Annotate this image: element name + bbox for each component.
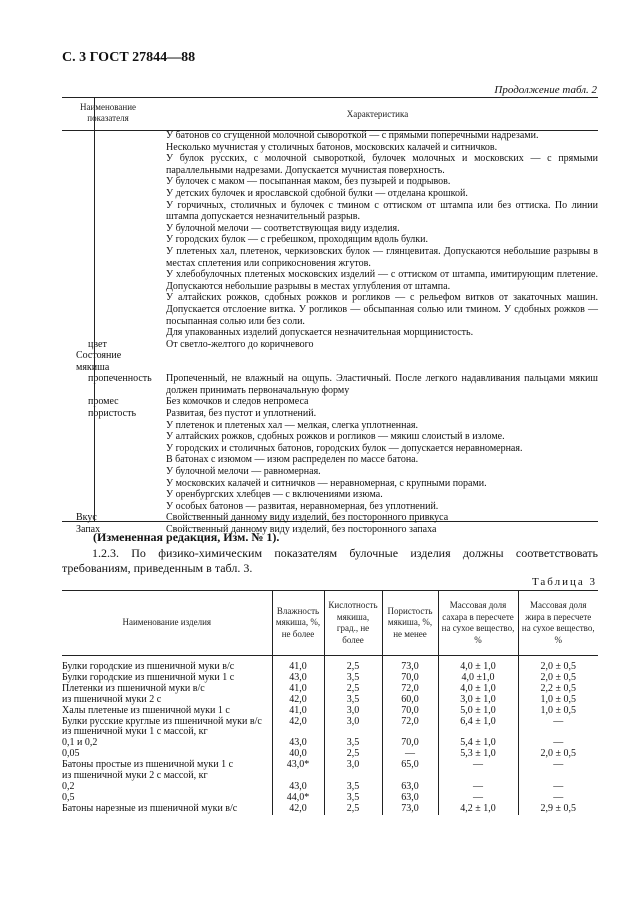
table-row [62, 153, 598, 176]
acidity-cell: 2,5 [324, 684, 382, 695]
characteristic-text: У булок русских, с молочной сывороткой, булочек молочных и московских — с прямыми параллельными надрезами. Допускается мучнистая поверхность. [166, 153, 598, 176]
table-2-col1-header: Наименование показателя [79, 102, 137, 123]
table-row [62, 695, 598, 706]
sugar-cell: 4,0 ±1,0 [438, 673, 518, 684]
product-name-cell: Халы плетеные из пшеничной муки 1 с [62, 704, 230, 716]
table-3-header-acidity: Кислотность мякиша, град., не более [324, 591, 382, 656]
table-2-header [62, 97, 598, 131]
sugar-cell: 4,2 ± 1,0 [438, 804, 518, 815]
table-row [62, 804, 598, 815]
table-row [62, 223, 598, 235]
sugar-cell: 4,0 ± 1,0 [438, 684, 518, 695]
characteristic-text: Несколько мучнистая у столичных батонов, московских калачей и ситничков. [166, 141, 498, 153]
table-row [62, 706, 598, 717]
moisture-cell: 42,0 [272, 717, 324, 728]
acidity-cell: 3,0 [324, 717, 382, 728]
fat-cell: — [518, 782, 598, 793]
indicator-label: пористость [88, 408, 136, 420]
indicator-label: пропеченность [88, 373, 152, 385]
characteristic-text: Пропеченный, не влажный на ощупь. Эластичный. После легкого надавливания пальцами мякиш должен принимать первоначальную форму [166, 373, 598, 396]
characteristic-text: У хлебобулочных плетеных московских изделий — с оттиском от штампа, имитирующим плетение. Допускаются небольшие разрывы в местах углубления от штампа. [166, 269, 598, 292]
table-row [62, 431, 598, 443]
table-3-body [62, 656, 598, 815]
table-row [62, 454, 598, 466]
characteristic-text: У оренбургских хлебцев — с включениями изюма. [166, 489, 383, 501]
sugar-cell: — [438, 782, 518, 793]
product-name-cell: Булки городские из пшеничной муки 1 с [62, 671, 235, 683]
clause-text: 1.2.3. По физико-химическим показателям булочные изделия должны соответствовать требованиям, приведенным в табл. 3. [62, 546, 598, 575]
acidity-cell: 3,5 [324, 673, 382, 684]
table-row [62, 501, 598, 513]
table-3-header-porosity: Пористость мякиша, %, не менее [382, 591, 438, 656]
table-row [62, 246, 598, 269]
table-2 [62, 97, 598, 535]
indicator-label: Вкус [76, 512, 97, 524]
sugar-cell: 5,3 ± 1,0 [438, 749, 518, 760]
product-name-cell: из пшеничной муки 2 с массой, кг [62, 770, 208, 782]
sugar-cell: — [438, 760, 518, 771]
table-row [62, 327, 598, 339]
acidity-cell: 2,5 [324, 749, 382, 760]
porosity-cell: 65,0 [382, 760, 438, 771]
moisture-cell: 43,0 [272, 673, 324, 684]
acidity-cell: 3,5 [324, 793, 382, 804]
table-row [62, 350, 598, 373]
page-reference: С. 3 ГОСТ 27844—88 [62, 50, 196, 65]
acidity-cell: 3,5 [324, 782, 382, 793]
characteristic-text: Свойственный данному виду изделий, без посторонного привкуса [166, 512, 449, 524]
porosity-cell: 70,0 [382, 673, 438, 684]
characteristic-text: Без комочков и следов непромеса [166, 396, 309, 408]
table-row [62, 420, 598, 432]
table-row [62, 188, 598, 200]
product-name-cell: 0,1 и 0,2 [62, 737, 98, 749]
table-3-header-row [62, 591, 598, 656]
table-row [62, 478, 598, 490]
indicator-label: промес [88, 396, 119, 408]
table-3-header-name: Наименование изделия [62, 591, 272, 656]
characteristic-text: У алтайских рожков, сдобных рожков и рогликов — мякиш слоистый в изломе. [166, 431, 505, 443]
characteristic-text: В батонах с изюмом — изюм распределен по массе батона. [166, 454, 419, 466]
fat-cell: — [518, 793, 598, 804]
acidity-cell: 3,0 [324, 706, 382, 717]
table-continuation-label: Продолжение табл. 2 [494, 84, 597, 96]
moisture-cell: 40,0 [272, 749, 324, 760]
fat-cell: — [518, 760, 598, 771]
moisture-cell: 42,0 [272, 695, 324, 706]
characteristic-text: У детских булочек и ярославской сдобной булки — отделана крошкой. [166, 187, 468, 199]
fat-cell: 2,0 ± 0,5 [518, 656, 598, 673]
table-row [62, 130, 598, 142]
characteristic-text: У плетенок и плетеных хал — мелкая, слегка уплотненная. [166, 419, 419, 431]
characteristic-text: У алтайских рожков, сдобных рожков и рогликов — с рельефом витков от закаточных машин. Допускается отслоение витка. У рогликов — обсыпанная солью или тмином. У сдобных рожков — посыпанная солью или без соли. [166, 292, 598, 327]
characteristic-text: Развитая, без пустот и уплотнений. [166, 408, 317, 420]
moisture-cell: 43,0 [272, 782, 324, 793]
table-row [62, 782, 598, 793]
characteristic-text: У батонов со сгущенной молочной сывороткой — с прямыми поперечными надрезами. [166, 130, 539, 141]
table-row [62, 234, 598, 246]
characteristic-text: У булочной мелочи — соответствующая виду изделия. [166, 222, 400, 234]
sugar-cell: 5,0 ± 1,0 [438, 706, 518, 717]
characteristic-text: У булочек с маком — посыпанная маком, без пузырей и подрывов. [166, 176, 451, 188]
table-2-body [62, 130, 598, 536]
porosity-cell: 63,0 [382, 793, 438, 804]
characteristic-text: У горчичных, столичных и булочек с тмином с оттиском от штампа или без оттиска. По линии штампа допускается незначительный разрыв. [166, 199, 598, 223]
acidity-cell: 3,5 [324, 695, 382, 706]
table-row [62, 512, 598, 524]
table-row [62, 771, 598, 782]
fat-cell: — [518, 738, 598, 749]
moisture-cell: 43,0* [272, 760, 324, 771]
porosity-cell: 70,0 [382, 738, 438, 749]
table-row [62, 466, 598, 478]
table-row [62, 443, 598, 455]
indicator-label: Состояние мякиша [76, 350, 122, 373]
table-row [62, 396, 598, 408]
porosity-cell: 73,0 [382, 656, 438, 673]
moisture-cell: 44,0* [272, 793, 324, 804]
table-row [62, 373, 598, 396]
sugar-cell: 3,0 ± 1,0 [438, 695, 518, 706]
table-row [62, 269, 598, 292]
moisture-cell: 42,0 [272, 804, 324, 815]
table-3 [62, 590, 598, 815]
indicator-label: цвет [88, 338, 107, 350]
table-row [62, 292, 598, 327]
table-row [62, 738, 598, 749]
table-row [62, 200, 598, 223]
acidity-cell: 3,0 [324, 760, 382, 771]
table-3-header-sugar: Массовая доля сахара в пересчете на сухое вещество, % [438, 591, 518, 656]
table-3-label: Таблица 3 [531, 576, 597, 588]
characteristic-text: У плетеных хал, плетенок, черкизовских булок — глянцевитая. Допускаются небольшие разрывы в местах сплетения или соприкосновения жгутов. [166, 245, 598, 269]
table-row [62, 489, 598, 501]
moisture-cell: 43,0 [272, 738, 324, 749]
porosity-cell: 70,0 [382, 706, 438, 717]
porosity-cell: 72,0 [382, 717, 438, 728]
indicator-label: Запах [76, 524, 101, 535]
table-row [62, 339, 598, 351]
fat-cell: 2,0 ± 0,5 [518, 673, 598, 684]
sugar-cell: 4,0 ± 1,0 [438, 656, 518, 673]
moisture-cell: 41,0 [272, 656, 324, 673]
characteristic-text: У особых батонов — развитая, неравномерная, без уплотнений. [166, 500, 439, 512]
table-row [62, 656, 598, 673]
acidity-cell: 3,5 [324, 738, 382, 749]
characteristic-text: Свойственный данному виду изделий, без посторонного запаха [166, 524, 437, 535]
table-3-header-fat: Массовая доля жира в пересчете на сухое вещество, % [518, 591, 598, 656]
product-name-cell: 0,2 [62, 780, 75, 792]
porosity-cell: 73,0 [382, 804, 438, 815]
acidity-cell: 2,5 [324, 804, 382, 815]
porosity-cell: 63,0 [382, 782, 438, 793]
product-name-cell: из пшеничной муки 2 с [62, 693, 162, 705]
fat-cell: 1,0 ± 0,5 [518, 695, 598, 706]
table-row [62, 408, 598, 420]
product-name-cell: 0,5 [62, 791, 75, 803]
table-3-header-moisture: Влажность мякиша, %, не более [272, 591, 324, 656]
characteristic-text: У московских калачей и ситничков — неравномерная, с крупными порами. [166, 477, 487, 489]
moisture-cell: 41,0 [272, 706, 324, 717]
fat-cell: 2,9 ± 0,5 [518, 804, 598, 815]
porosity-cell: 72,0 [382, 684, 438, 695]
moisture-cell: 41,0 [272, 684, 324, 695]
table-row [62, 727, 598, 738]
table-row [62, 142, 598, 154]
product-name-cell: из пшеничной муки 1 с массой, кг [62, 726, 208, 738]
product-name-cell: Батоны простые из пшеничной муки 1 с [62, 759, 234, 771]
characteristic-text: От светло-желтого до коричневого [166, 338, 314, 350]
table-row [62, 176, 598, 188]
table-2-divider [94, 97, 95, 521]
clause-paragraph [62, 546, 598, 576]
porosity-cell: 60,0 [382, 695, 438, 706]
characteristic-text: Для упакованных изделий допускается незначительная морщинистость. [166, 327, 474, 339]
amendment-note: (Измененная редакция, Изм. № 1). [93, 530, 280, 544]
fat-cell: — [518, 717, 598, 728]
fat-cell: 2,0 ± 0,5 [518, 749, 598, 760]
fat-cell: 2,2 ± 0,5 [518, 684, 598, 695]
characteristic-text: У булочной мелочи — равномерная. [166, 466, 321, 478]
table-2-bottom-rule [62, 521, 598, 522]
characteristic-text: У городских булок — с гребешком, проходящим вдоль булки. [166, 234, 429, 246]
acidity-cell: 2,5 [324, 656, 382, 673]
sugar-cell: — [438, 793, 518, 804]
product-name-cell: 0,05 [62, 748, 80, 760]
sugar-cell: 6,4 ± 1,0 [438, 717, 518, 728]
fat-cell: 1,0 ± 0,5 [518, 706, 598, 717]
sugar-cell: 5,4 ± 1,0 [438, 738, 518, 749]
product-name-cell: Батоны нарезные из пшеничной муки в/с [62, 802, 238, 814]
product-name-cell: Булки городские из пшеничной муки в/с [62, 661, 235, 672]
characteristic-text: У городских и столичных батонов, городских булок — допускается неравномерная. [166, 442, 523, 454]
porosity-cell: — [382, 749, 438, 760]
product-name-cell: Булки русские круглые из пшеничной муки в/с [62, 715, 262, 727]
product-name-cell: Плетенки из пшеничной муки в/с [62, 682, 205, 694]
table-2-col2-header: Характеристика [346, 109, 409, 119]
